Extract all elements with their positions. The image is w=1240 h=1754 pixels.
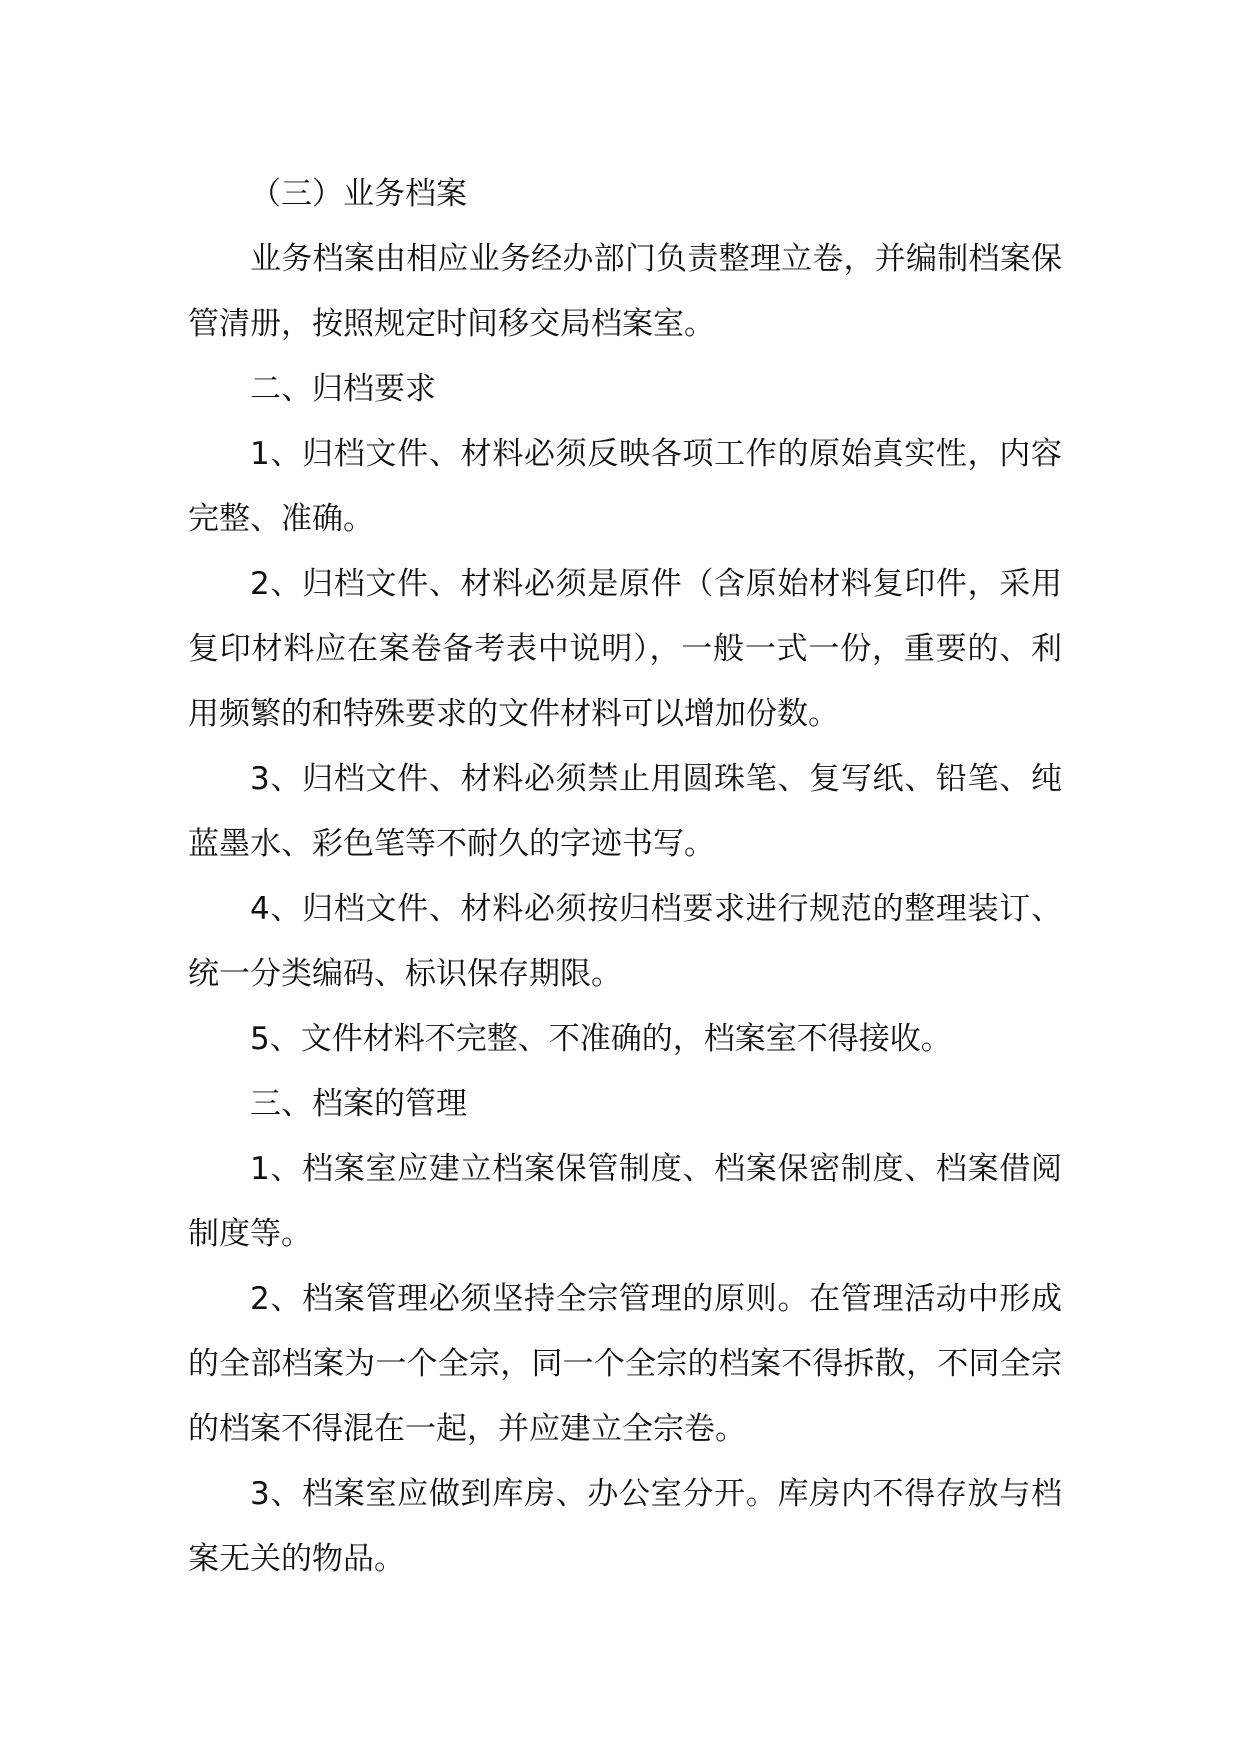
document-body [188, 162, 1062, 1592]
filing-requirement-3: 3、归档文件、材料必须禁止用圆珠笔、复写纸、铅笔、纯蓝墨水、彩色笔等不耐久的字迹书写。 [188, 761, 1062, 862]
filing-requirement-4: 4、归档文件、材料必须按归档要求进行规范的整理装订、统一分类编码、标识保存期限。 [188, 891, 1062, 992]
management-rule-1: 1、档案室应建立档案保管制度、档案保密制度、档案借阅制度等。 [188, 1151, 1062, 1252]
filing-requirement-5: 5、文件材料不完整、不准确的，档案室不得接收。 [250, 1021, 952, 1057]
management-rule-3: 3、档案室应做到库房、办公室分开。库房内不得存放与档案无关的物品。 [188, 1476, 1062, 1577]
filing-requirement-1: 1、归档文件、材料必须反映各项工作的原始真实性，内容完整、准确。 [188, 436, 1062, 537]
section-heading-business-archives: （三）业务档案 [250, 176, 467, 212]
management-rule-2: 2、档案管理必须坚持全宗管理的原则。在管理活动中形成的全部档案为一个全宗，同一个全宗的档案不得拆散，不同全宗的档案不得混在一起，并应建立全宗卷。 [188, 1281, 1062, 1447]
section-heading-filing-requirements: 二、归档要求 [250, 371, 436, 407]
paragraph-business-archives: 业务档案由相应业务经办部门负责整理立卷，并编制档案保管清册，按照规定时间移交局档案室。 [188, 241, 1062, 342]
section-heading-archive-management: 三、档案的管理 [250, 1086, 467, 1122]
filing-requirement-2: 2、归档文件、材料必须是原件（含原始材料复印件，采用复印材料应在案卷备考表中说明），一般一式一份，重要的、利用频繁的和特殊要求的文件材料可以增加份数。 [188, 566, 1062, 732]
